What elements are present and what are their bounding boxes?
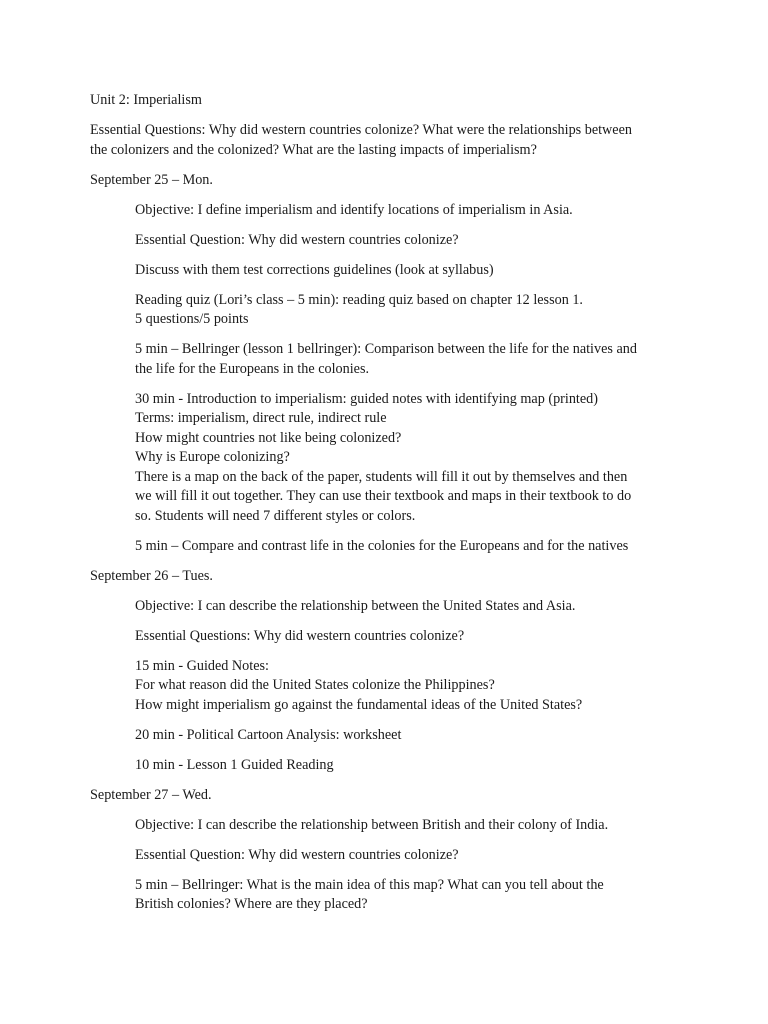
lesson-item-paragraph bbox=[135, 627, 680, 647]
text-line: 5 min – Compare and contrast life in the colonies for the Europeans and for the natives bbox=[135, 537, 629, 554]
section-heading-paragraph bbox=[90, 567, 680, 587]
text-line: For what reason did the United States colonize the Philippines? bbox=[135, 677, 495, 693]
lesson-item-paragraph bbox=[135, 291, 680, 330]
lesson-item-paragraph bbox=[135, 390, 680, 527]
text-line: Essential Question: Why did western countries colonize? bbox=[135, 231, 459, 248]
section-heading-paragraph bbox=[90, 786, 680, 806]
section-heading-paragraph bbox=[90, 171, 680, 191]
lesson-item-paragraph bbox=[135, 846, 680, 866]
lesson-item-paragraph bbox=[135, 201, 680, 221]
text-line: British colonies? Where are they placed? bbox=[135, 896, 368, 912]
lesson-item-paragraph bbox=[135, 597, 680, 617]
text-line: Discuss with them test corrections guidelines (look at syllabus) bbox=[135, 261, 494, 278]
section-heading-paragraph bbox=[90, 91, 680, 111]
text-line: the life for the Europeans in the colonies. bbox=[135, 360, 370, 377]
text-line: 5 min – Bellringer: What is the main idea of this map? What can you tell about the bbox=[135, 876, 604, 893]
text-line: so. Students will need 7 different styles or colors. bbox=[135, 507, 416, 524]
text-line: Why is Europe colonizing? bbox=[135, 449, 290, 465]
text-line: September 27 – Wed. bbox=[90, 786, 212, 803]
text-line: September 26 – Tues. bbox=[90, 567, 213, 584]
text-line: we will fill it out together. They can use their textbook and maps in their textbook to do bbox=[135, 488, 632, 504]
text-line: Reading quiz (Lori’s class – 5 min): reading quiz based on chapter 12 lesson 1. bbox=[135, 291, 583, 308]
lesson-item-paragraph bbox=[135, 261, 680, 281]
text-line: Essential Questions: Why did western countries colonize? What were the relationships between bbox=[90, 122, 632, 138]
text-line: Objective: I can describe the relationship between British and their colony of India. bbox=[135, 816, 609, 833]
text-line: 5 min – Bellringer (lesson 1 bellringer): Comparison between the life for the natives and bbox=[135, 341, 637, 357]
text-line: Essential Questions: Why did western countries colonize? bbox=[135, 627, 465, 644]
lesson-item-paragraph bbox=[135, 876, 680, 915]
lesson-item-paragraph bbox=[135, 231, 680, 251]
lesson-item-paragraph bbox=[135, 816, 680, 836]
lesson-item-paragraph bbox=[135, 657, 680, 716]
text-line: Objective: I can describe the relationship between the United States and Asia. bbox=[135, 597, 576, 614]
text-line: Terms: imperialism, direct rule, indirect rule bbox=[135, 410, 387, 426]
text-line: 20 min - Political Cartoon Analysis: worksheet bbox=[135, 726, 402, 743]
text-line: Unit 2: Imperialism bbox=[90, 92, 202, 108]
text-line: Objective: I define imperialism and identify locations of imperialism in Asia. bbox=[135, 201, 573, 218]
text-line: 5 questions/5 points bbox=[135, 311, 249, 327]
lesson-item-paragraph bbox=[135, 537, 680, 557]
lesson-item-paragraph bbox=[135, 756, 680, 776]
text-line: the colonizers and the colonized? What are the lasting impacts of imperialism? bbox=[90, 141, 537, 158]
text-line: There is a map on the back of the paper, students will fill it out by themselves and then bbox=[135, 468, 628, 485]
text-line: 15 min - Guided Notes: bbox=[135, 657, 269, 674]
text-line: 30 min - Introduction to imperialism: guided notes with identifying map (printed) bbox=[135, 390, 598, 407]
text-line: 10 min - Lesson 1 Guided Reading bbox=[135, 756, 334, 773]
text-line: September 25 – Mon. bbox=[90, 171, 213, 188]
lesson-item-paragraph bbox=[135, 340, 680, 379]
text-line: How might imperialism go against the fundamental ideas of the United States? bbox=[135, 696, 583, 713]
text-line: How might countries not like being colonized? bbox=[135, 429, 402, 446]
lesson-plan-document bbox=[90, 91, 680, 925]
lesson-item-paragraph bbox=[135, 726, 680, 746]
text-line: Essential Question: Why did western countries colonize? bbox=[135, 846, 459, 863]
section-heading-paragraph bbox=[90, 121, 680, 160]
